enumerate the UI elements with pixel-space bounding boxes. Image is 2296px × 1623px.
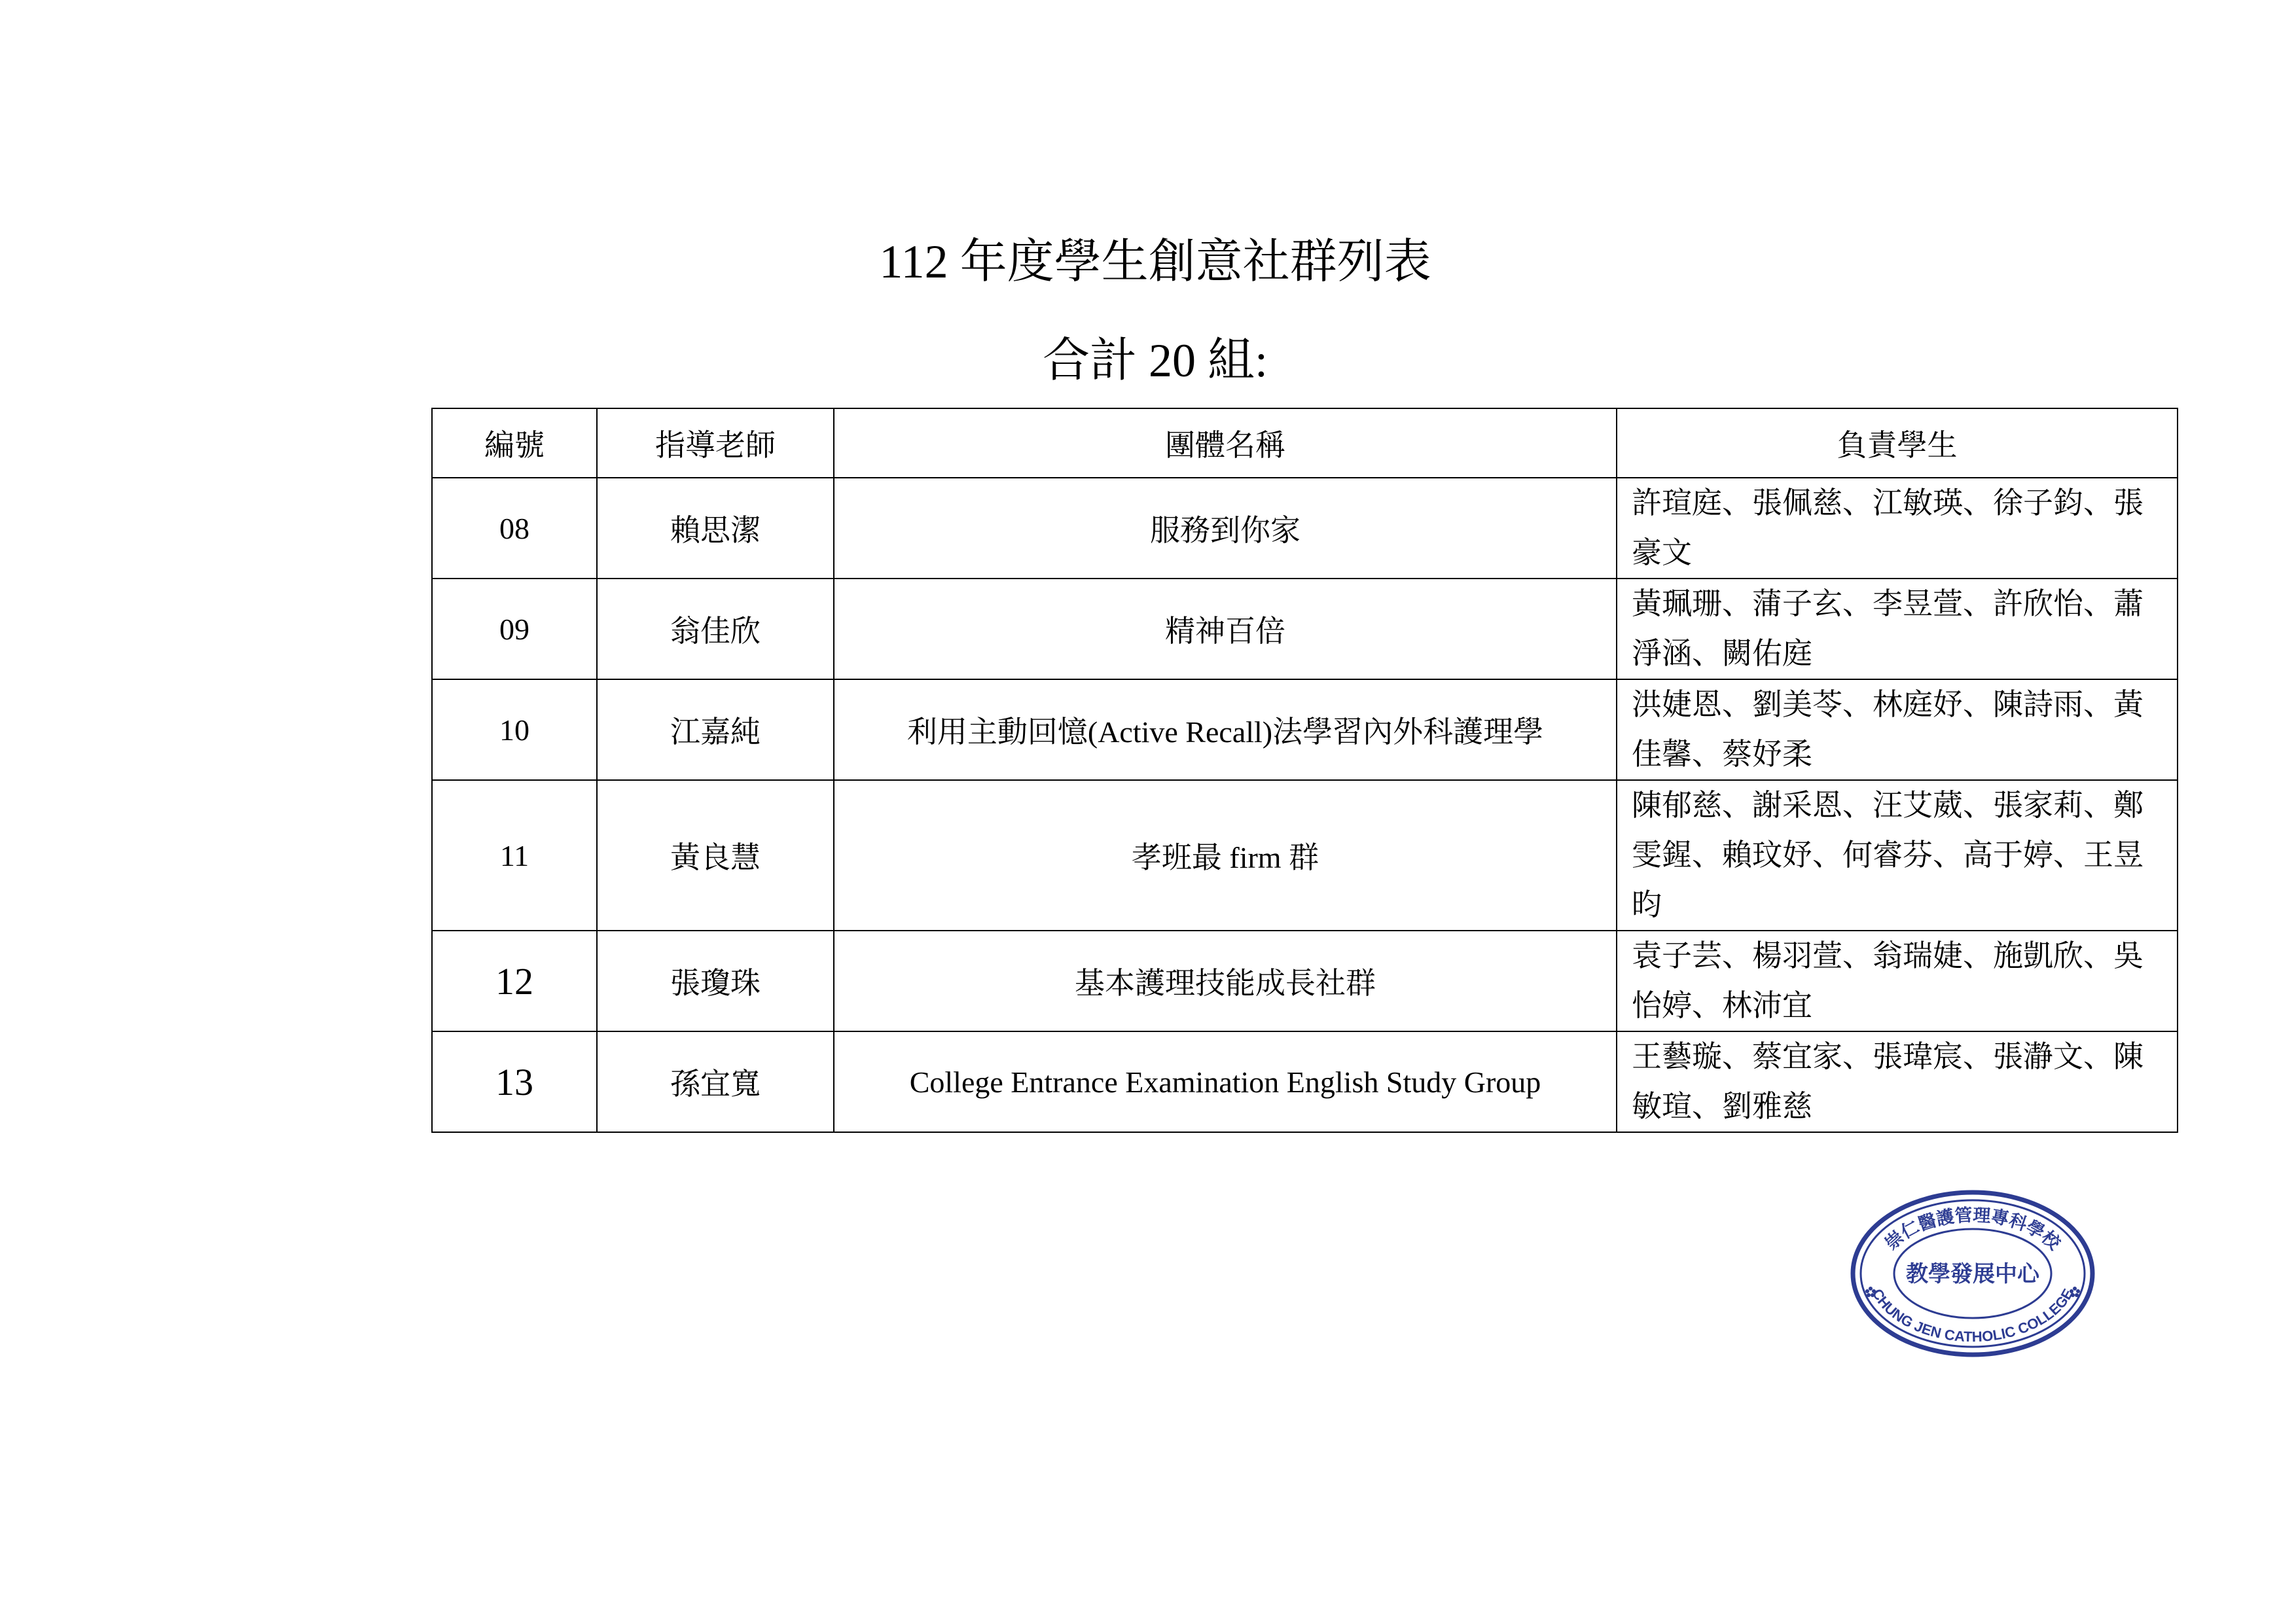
cell-group-name: 基本護理技能成長社群 xyxy=(834,931,1617,1031)
document-subtitle: 合計 20 組: xyxy=(1042,334,1268,387)
seal-center-text: 教學發展中心 xyxy=(1906,1262,2039,1287)
community-list-table xyxy=(431,408,2178,1133)
cell-number: 12 xyxy=(432,931,597,1031)
header-advisor: 指導老師 xyxy=(597,408,834,478)
cell-group-name: College Entrance Examination English Study Group xyxy=(834,1031,1617,1132)
cell-advisor: 翁佳欣 xyxy=(597,579,834,679)
seal-bottom-text-path: CHUNG JEN CATHOLIC COLLEGE xyxy=(1869,1286,2077,1346)
header-students: 負責學生 xyxy=(1617,408,2178,478)
cell-students: 袁子芸、楊羽萱、翁瑞婕、施凱欣、吳怡婷、林沛宜 xyxy=(1617,931,2178,1031)
cell-advisor: 賴思潔 xyxy=(597,478,834,579)
table-row xyxy=(432,931,2178,1031)
cell-number: 09 xyxy=(432,579,597,679)
document-title: 112 年度學生創意社群列表 xyxy=(879,236,1431,288)
table-header-row xyxy=(432,408,2178,478)
cell-number: 13 xyxy=(432,1031,597,1132)
table-row xyxy=(432,679,2178,780)
cell-advisor: 孫宜寬 xyxy=(597,1031,834,1132)
cell-number: 11 xyxy=(432,780,597,931)
cell-students: 許瑄庭、張佩慈、江敏瑛、徐子鈞、張豪文 xyxy=(1617,478,2178,579)
cell-students: 洪婕恩、劉美苓、林庭妤、陳詩雨、黃佳馨、蔡妤柔 xyxy=(1617,679,2178,780)
cell-advisor: 黃良慧 xyxy=(597,780,834,931)
seal-stamp xyxy=(1842,1182,2104,1365)
cell-students: 王藝璇、蔡宜家、張瑋宸、張瀞文、陳敏瑄、劉雅慈 xyxy=(1617,1031,2178,1132)
cell-students: 黃珮珊、蒲子玄、李昱萱、許欣怡、蕭淨涵、闕佑庭 xyxy=(1617,579,2178,679)
cell-group-name: 孝班最 firm 群 xyxy=(834,780,1617,931)
table-row xyxy=(432,478,2178,579)
header-number: 編號 xyxy=(432,408,597,478)
cell-group-name: 利用主動回憶(Active Recall)法學習內外科護理學 xyxy=(834,679,1617,780)
seal-top-text-path: 崇仁醫護管理專科學校 xyxy=(1881,1205,2064,1254)
header-group-name: 團體名稱 xyxy=(834,408,1617,478)
cell-advisor: 江嘉純 xyxy=(597,679,834,780)
cell-number: 08 xyxy=(432,478,597,579)
cell-group-name: 服務到你家 xyxy=(834,478,1617,579)
cell-students: 陳郁慈、謝采恩、汪艾葳、張家莉、鄭雯鍟、賴玟妤、何睿芬、高于婷、王昱昀 xyxy=(1617,780,2178,931)
cell-group-name: 精神百倍 xyxy=(834,579,1617,679)
table-row xyxy=(432,780,2178,931)
table-row xyxy=(432,1031,2178,1132)
cell-advisor: 張瓊珠 xyxy=(597,931,834,1031)
cell-number: 10 xyxy=(432,679,597,780)
table-row xyxy=(432,579,2178,679)
